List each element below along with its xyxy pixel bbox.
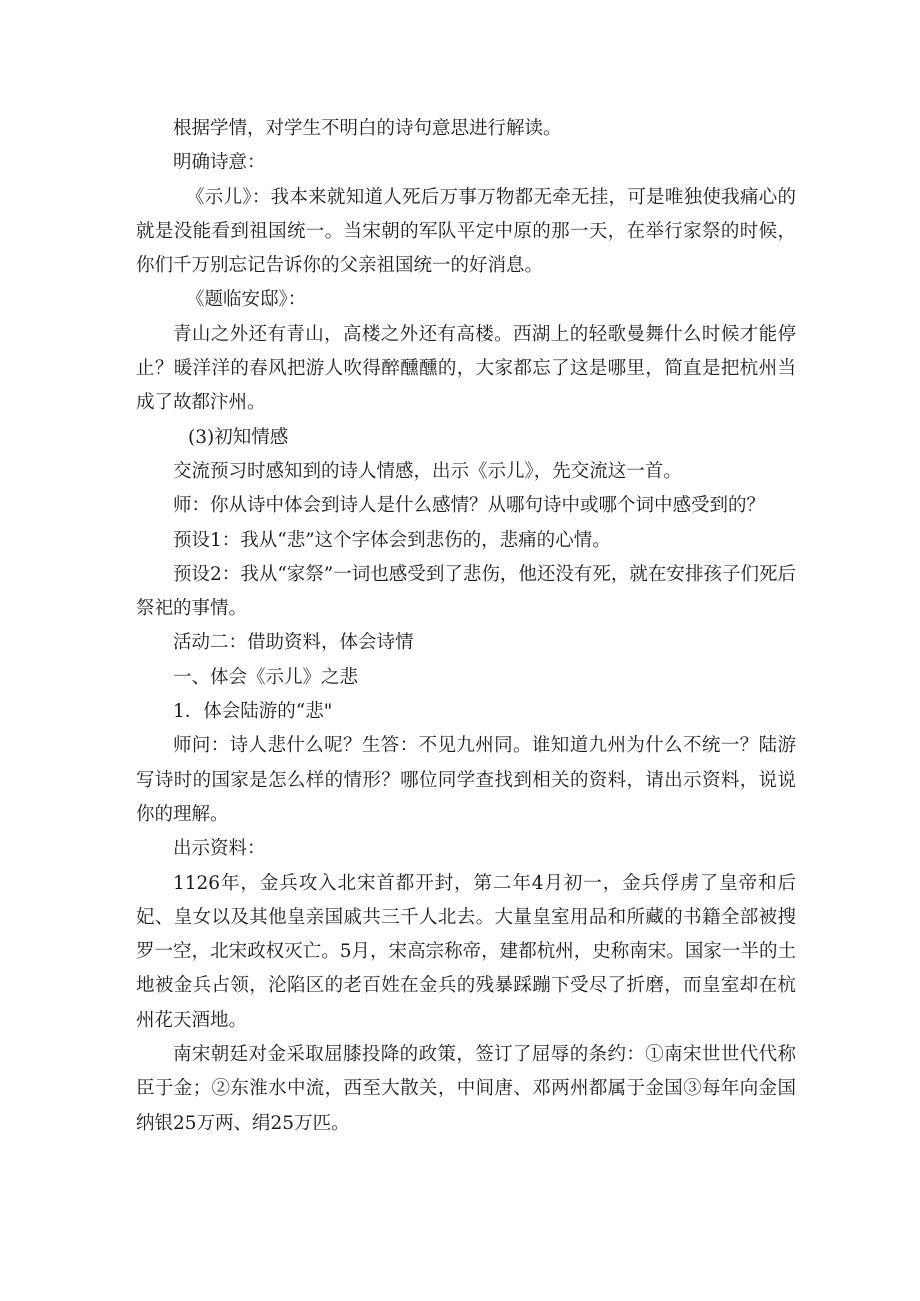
paragraph: 1126年，金兵攻入北宋首都开封，第二年4月初一，金兵俘虏了皇帝和后妃、皇女以及其他皇亲国戚共三千人北去。大量皇室用品和所藏的书籍全部被搜罗一空，北宋政权灭亡。5月，宋高宗称帝，建都杭州，史称南宋。国家一半的土地被金兵占领，沦陷区的老百姓在金兵的残暴踩蹦下受尽了折磨，而皇室却在杭州花天酒地。 [136, 872, 796, 1031]
paragraph: 1．体会陆游的“悲" [173, 701, 333, 723]
paragraph: 预设2：我从“家祭”一词也感受到了悲伤，他还没有死，就在安排孩子们死后祭祀的事情。 [136, 563, 796, 620]
paragraph: (3)初知情感 [188, 426, 289, 448]
paragraph: 预设1：我从“悲”这个字体会到悲伤的，悲痛的心情。 [173, 529, 611, 551]
paragraph: 《题临安邸》： [186, 289, 307, 311]
paragraph: 师：你从诗中体会到诗人是什么感情？从哪句诗中或哪个词中感受到的？ [173, 495, 766, 517]
document-body [136, 112, 796, 1141]
paragraph: 根据学情，对学生不明白的诗句意思进行解读。 [173, 118, 562, 139]
paragraph: 交流预习时感知到的诗人情感，出示《示儿》，先交流这一首。 [173, 460, 682, 482]
paragraph: 明确诗意： [173, 152, 266, 174]
paragraph: 师问：诗人悲什么呢？生答：不见九州同。谁知道九州为什么不统一？陆游写诗时的国家是怎么样的情形？哪位同学查找到相关的资料，请出示资料，说说你的理解。 [136, 735, 796, 825]
paragraph: 青山之外还有青山，高楼之外还有高楼。西湖上的轻歌曼舞什么时候才能停止？暖洋洋的春风把游人吹得醉醺醺的，大家都忘了这是哪里，简直是把杭州当成了故都汴州。 [136, 323, 796, 414]
paragraph: 出示资料： [173, 838, 266, 860]
paragraph: 一、体会《示儿》之悲 [173, 666, 359, 688]
paragraph: 《示儿》：我本来就知道人死后万事万物都无牵无挂，可是唯独使我痛心的就是没能看到祖国统一。当宋朝的军队平定中原的那一天，在举行家祭的时候，你们千万别忘记告诉你的父亲祖国统一的好消息。 [136, 186, 796, 277]
paragraph: 南宋朝廷对金采取屈膝投降的政策，签订了屈辱的条约：①南宋世世代代称臣于金；②东淮水中流，西至大散关，中间唐、邓两州都属于金国③每年向金国纳银25万两、绢25万匹。 [136, 1044, 796, 1134]
paragraph: 活动二：借助资料，体会诗情 [173, 632, 414, 654]
